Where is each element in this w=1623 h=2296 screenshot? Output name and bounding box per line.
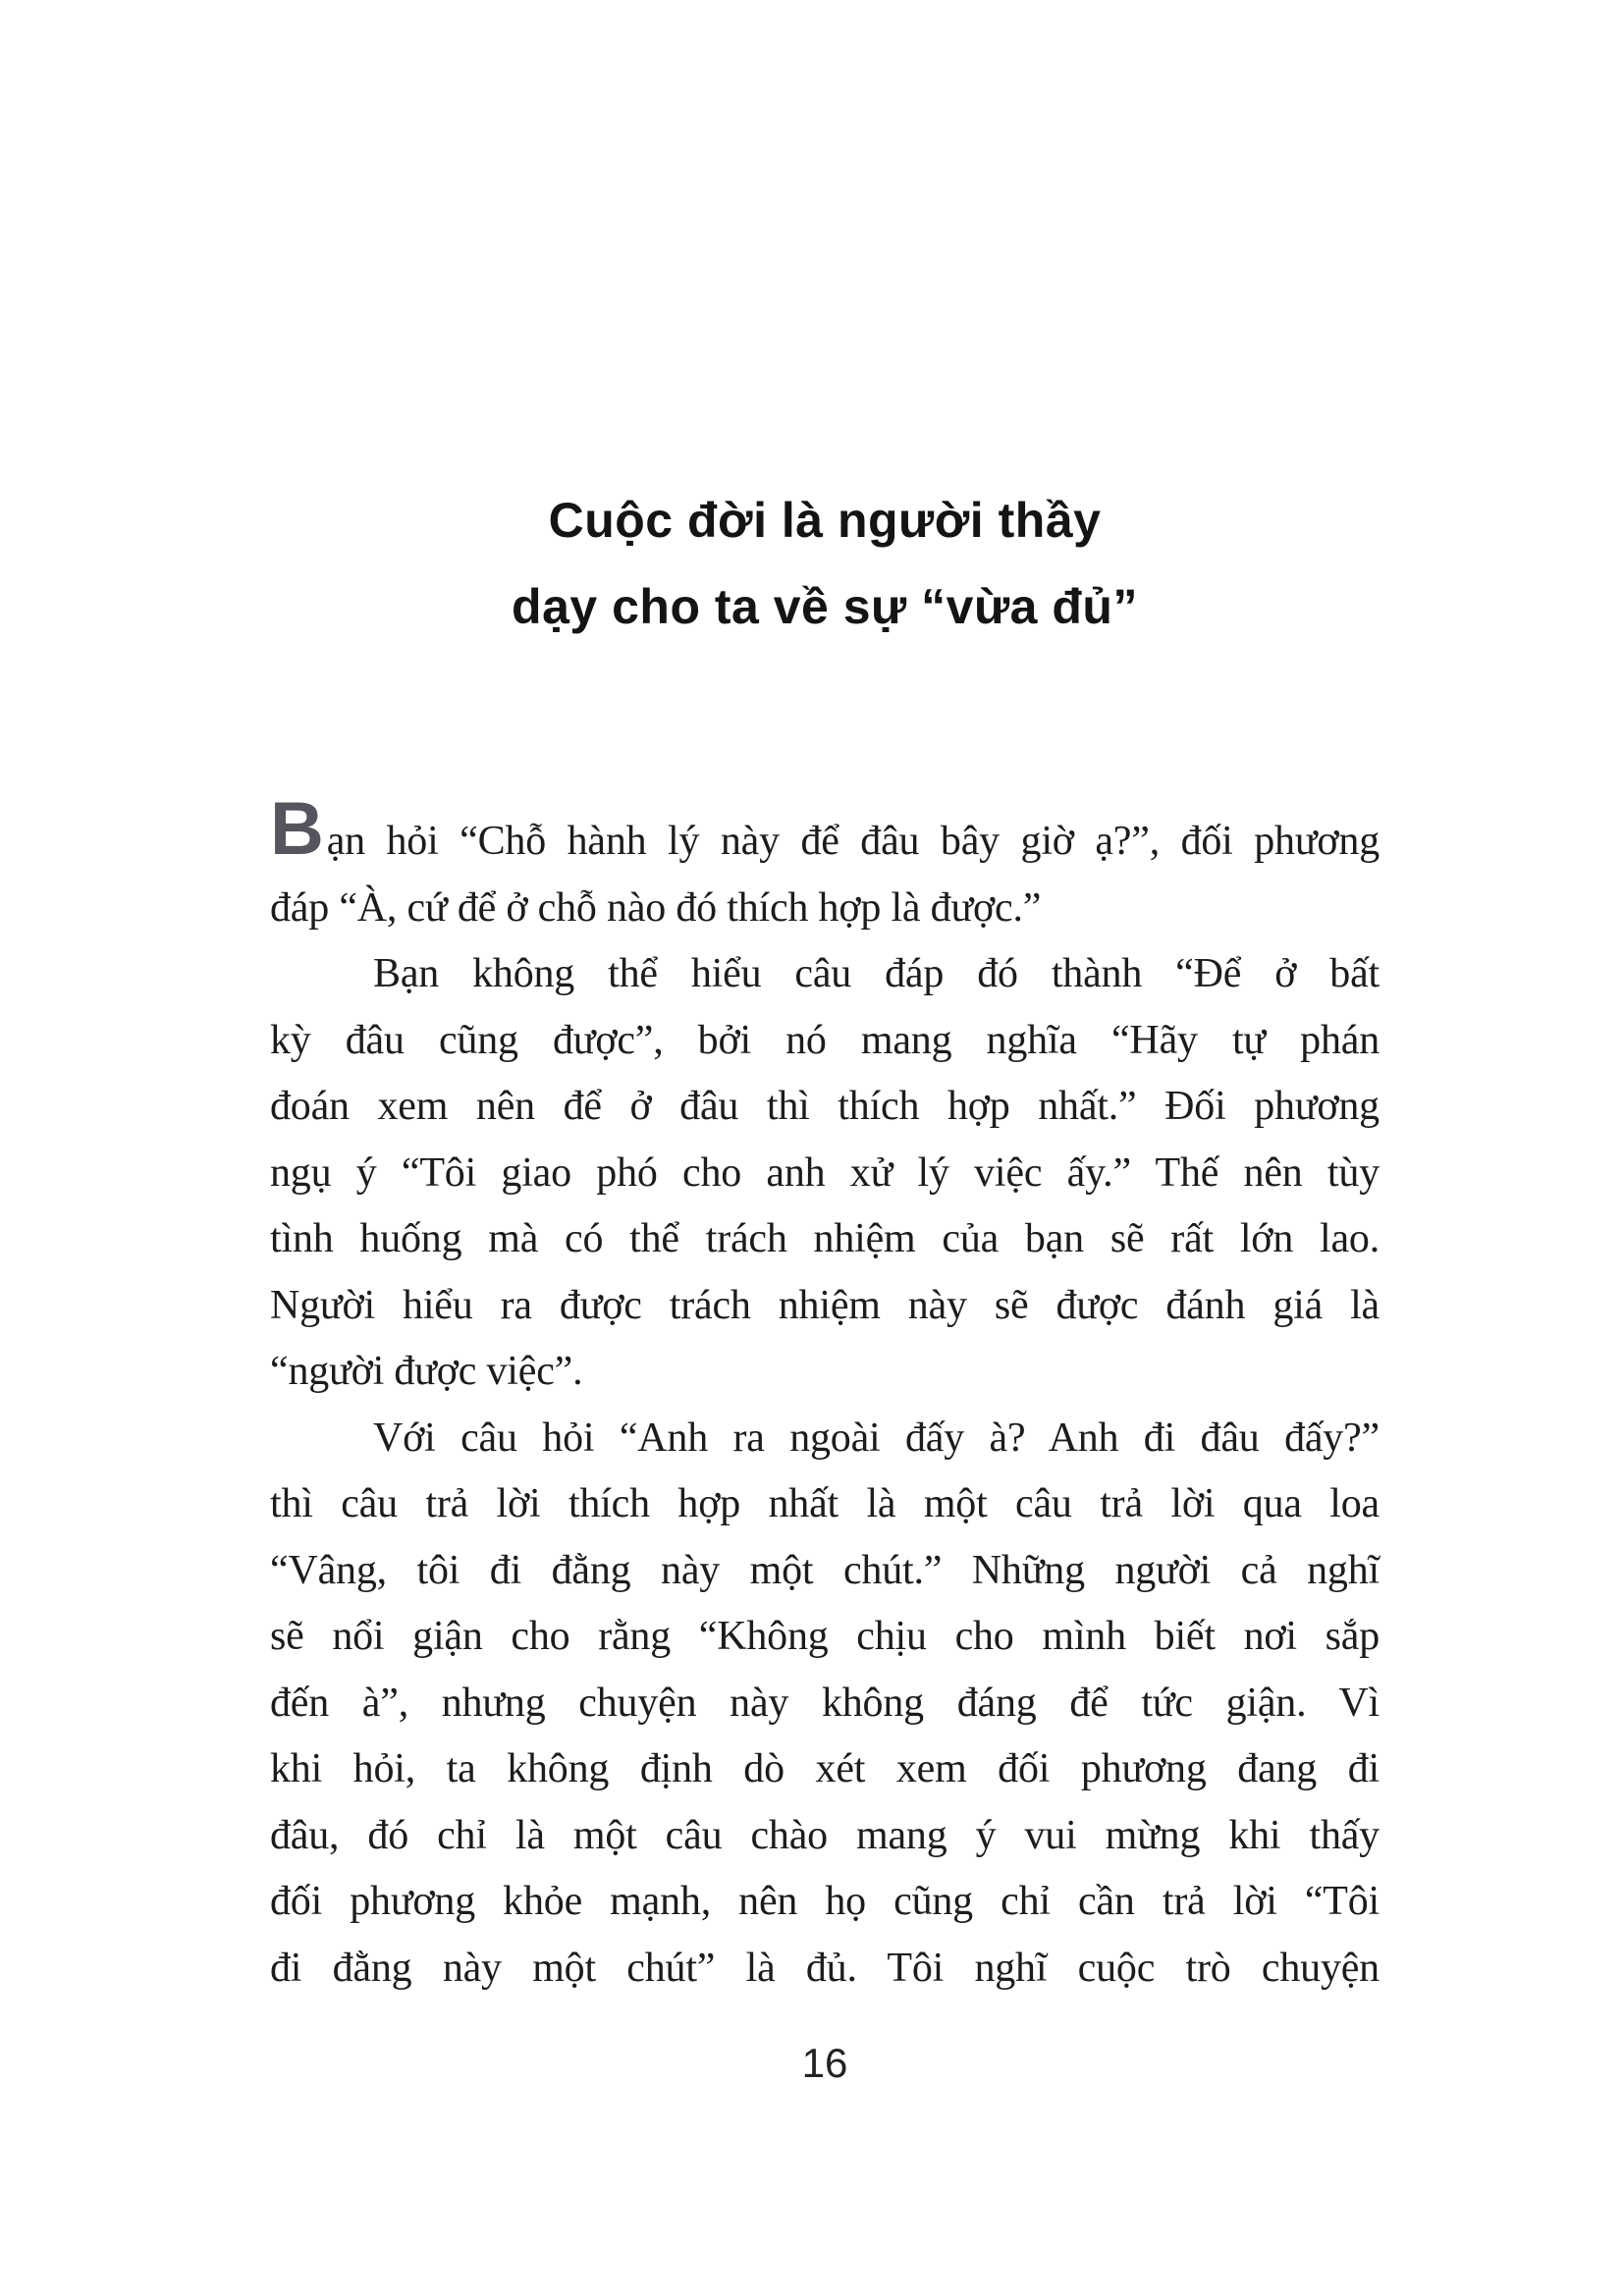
page-number: 16 [801,2040,848,2086]
text-line: “Vâng, tôi đi đằng này một chút.” Những người cả nghĩ [270,1547,1380,1593]
paragraph [270,1406,1380,2002]
chapter-title-line-2: dạy cho ta về sự “vừa đủ” [512,579,1138,634]
text-line: Người hiểu ra được trách nhiệm này sẽ được đánh giá là [270,1282,1380,1328]
text-line: đi đằng này một chút” là đủ. Tôi nghĩ cuộc trò chuyện [270,1945,1380,1991]
text-line: đối phương khỏe mạnh, nên họ cũng chỉ cần trả lời “Tôi [270,1879,1380,1924]
text-line: ngụ ý “Tôi giao phó cho anh xử lý việc ấy.” Thế nên tùy [270,1149,1380,1196]
text-line: đoán xem nên để ở đâu thì thích hợp nhất.” Đối phương [270,1084,1380,1129]
text-line: Bạn hỏi “Chỗ hành lý này để đâu bây giờ ạ?”, đối phương [270,787,1380,871]
text-line: kỳ đâu cũng được”, bởi nó mang nghĩa “Hãy tự phán [270,1017,1380,1063]
chapter-title-line-1: Cuộc đời là người thầy [548,493,1102,548]
body-text [270,787,1380,2002]
raised-initial-letter: B [270,787,324,871]
paragraph [270,941,1380,1406]
text-line: sẽ nổi giận cho rằng “Không chịu cho mình biết nơi sắp [270,1614,1380,1659]
text-line: “người được việc”. [270,1349,583,1394]
text-line: tình huống mà có thể trách nhiệm của bạn sẽ rất lớn lao. [270,1216,1380,1261]
text-line: khi hỏi, ta không định dò xét xem đối phương đang đi [270,1746,1380,1791]
text-line: đáp “À, cứ để ở chỗ nào đó thích hợp là được.” [270,884,1042,931]
text-line: Với câu hỏi “Anh ra ngoài đấy à? Anh đi đâu đấy?” [373,1415,1380,1461]
chapter-title [270,477,1380,650]
text-line: thì câu trả lời thích hợp nhất là một câu trả lời qua loa [270,1481,1380,1526]
text-line: đến à”, nhưng chuyện này không đáng để tức giận. Vì [270,1680,1380,1726]
text-line: Bạn không thể hiểu câu đáp đó thành “Để ở bất [373,951,1380,996]
text-line: đâu, đó chỉ là một câu chào mang ý vui mừng khi thấy [270,1812,1380,1858]
paragraph [270,787,1380,941]
